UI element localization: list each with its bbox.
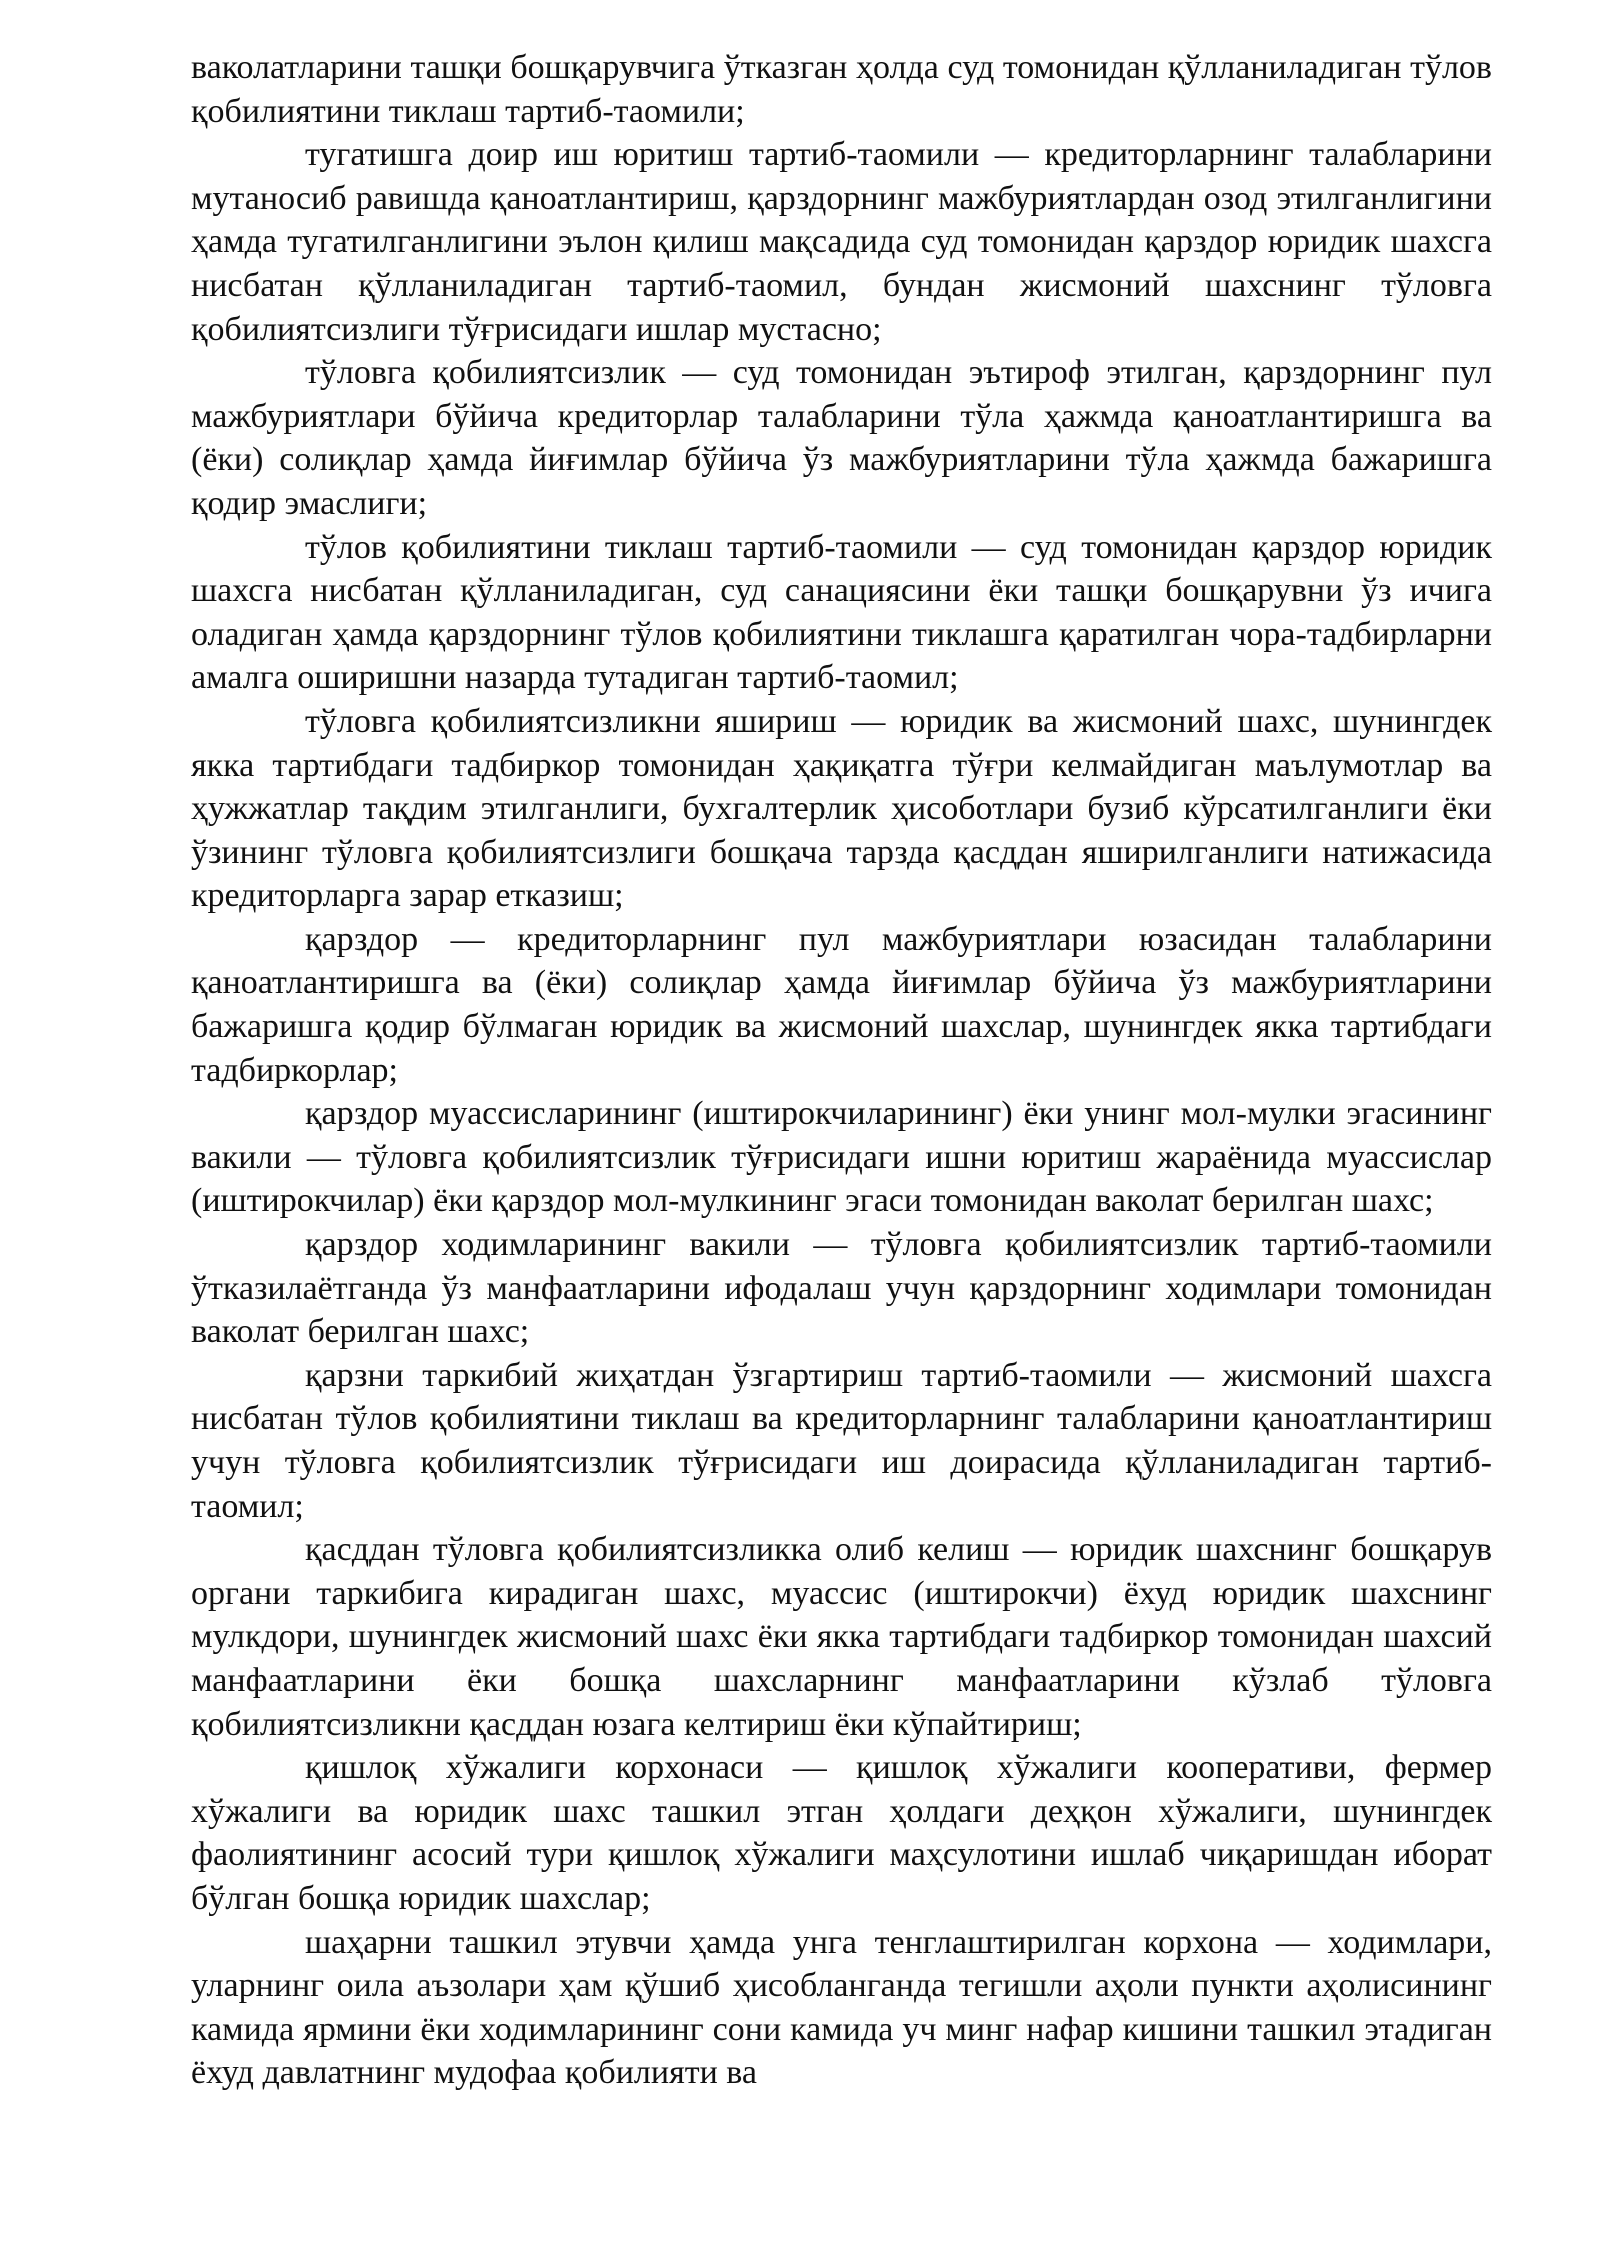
paragraph-9: қарзни таркибий жиҳатдан ўзгартириш тартиб-таомили — жисмоний шахсга нисбатан тўлов қобилиятини тиклаш ва кредиторларнинг талабларини қаноатлантириш учун тўловга қобилиятсизлик тўғрисидаги иш доирасида қўлланиладиган тартиб-таомил; xyxy=(191,1356,1492,1525)
paragraph-10: қасддан тўловга қобилиятсизликка олиб келиш — юридик шахснинг бошқарув органи таркибига кирадиган шахс, муассис (иштирокчи) ёхуд юридик шахснинг мулкдори, шунингдек жисмоний шахс ёки якка тартибдаги тадбиркор томонидан шахсий манфаатларини ёки бошқа шахсларнинг манфаатларини кўзлаб тўловга қобилиятсизликни қасддан юзага келтириш ёки кўпайтириш; xyxy=(191,1531,1492,1743)
paragraph-7: қарздор муассисларининг (иштирокчиларининг) ёки унинг мол-мулки эгасининг вакили — тўловга қобилиятсизлик тўғрисидаги ишни юритиш жараёнида муассислар (иштирокчилар) ёки қарздор мол-мулкининг эгаси томонидан ваколат берилган шахс; xyxy=(191,1095,1492,1220)
paragraph-6: қарздор — кредиторларнинг пул мажбуриятлари юзасидан талабларини қаноатлантиришга ва (ёки) солиқлар ҳамда йиғимлар бўйича ўз мажбуриятларини бажаришга қодир бўлмаган юридик ва жисмоний шахслар, шунингдек якка тартибдаги тадбиркорлар; xyxy=(191,920,1492,1089)
paragraph-1: ваколатларини ташқи бошқарувчига ўтказган ҳолда суд томонидан қўлланиладиган тўлов қобилиятини тиклаш тартиб-таомили; xyxy=(191,49,1492,130)
paragraph-11: қишлоқ хўжалиги корхонаси — қишлоқ хўжалиги кооперативи, фермер хўжалиги ва юридик шахс ташкил этган ҳолдаги деҳқон хўжалиги, шунингдек фаолиятининг асосий тури қишлоқ хўжалиги маҳсулотини ишлаб чиқаришдан иборат бўлган бошқа юридик шахслар; xyxy=(191,1749,1492,1917)
document-page xyxy=(191,46,1492,2095)
paragraph-12: шаҳарни ташкил этувчи ҳамда унга тенглаштирилган корхона — ходимлари, уларнинг оила аъзолари ҳам қўшиб ҳисобланганда тегишли аҳоли пункти аҳолисининг камида ярмини ёки ходимларининг сони камида уч минг нафар кишини ташкил этадиган ёхуд давлатнинг мудофаа қобилияти ва xyxy=(191,1923,1492,2092)
paragraph-8: қарздор ходимларининг вакили — тўловга қобилиятсизлик тартиб-таомили ўтказилаётганда ўз манфаатларини ифодалаш учун қарздорнинг ходимлари томонидан ваколат берилган шахс; xyxy=(191,1226,1492,1351)
paragraph-2: тугатишга доир иш юритиш тартиб-таомили — кредиторларнинг талабларини мутаносиб равишда қаноатлантириш, қарздорнинг мажбуриятлардан озод этилганлигини ҳамда тугатилганлигини эълон қилиш мақсадида суд томонидан қарздор юридик шахсга нисбатан қўлланиладиган тартиб-таомил, бундан жисмоний шахснинг тўловга қобилиятсизлиги тўғрисидаги ишлар мустасно; xyxy=(191,136,1492,348)
paragraph-5: тўловга қобилиятсизликни яшириш — юридик ва жисмоний шахс, шунингдек якка тартибдаги тадбиркор томонидан ҳақиқатга тўғри келмайдиган маълумотлар ва ҳужжатлар тақдим этилганлиги, бухгалтерлик ҳисоботлари бузиб кўрсатилганлиги ёки ўзининг тўловга қобилиятсизлиги бошқача тарзда қасддан яширилганлиги натижасида кредиторларга зарар етказиш; xyxy=(191,702,1492,915)
paragraph-3: тўловга қобилиятсизлик — суд томонидан эътироф этилган, қарздорнинг пул мажбуриятлари бўйича кредиторлар талабларини тўла ҳажмда қаноатлантиришга ва (ёки) солиқлар ҳамда йиғимлар бўйича ўз мажбуриятларини тўла ҳажмда бажаришга қодир эмаслиги; xyxy=(191,354,1492,522)
paragraph-4: тўлов қобилиятини тиклаш тартиб-таомили — суд томонидан қарздор юридик шахсга нисбатан қўлланиладиган, суд санациясини ёки ташқи бошқарувни ўз ичига оладиган ҳамда қарздорнинг тўлов қобилиятини тиклашга қаратилган чора-тадбирларни амалга оширишни назарда тутадиган тартиб-таомил; xyxy=(191,528,1492,697)
